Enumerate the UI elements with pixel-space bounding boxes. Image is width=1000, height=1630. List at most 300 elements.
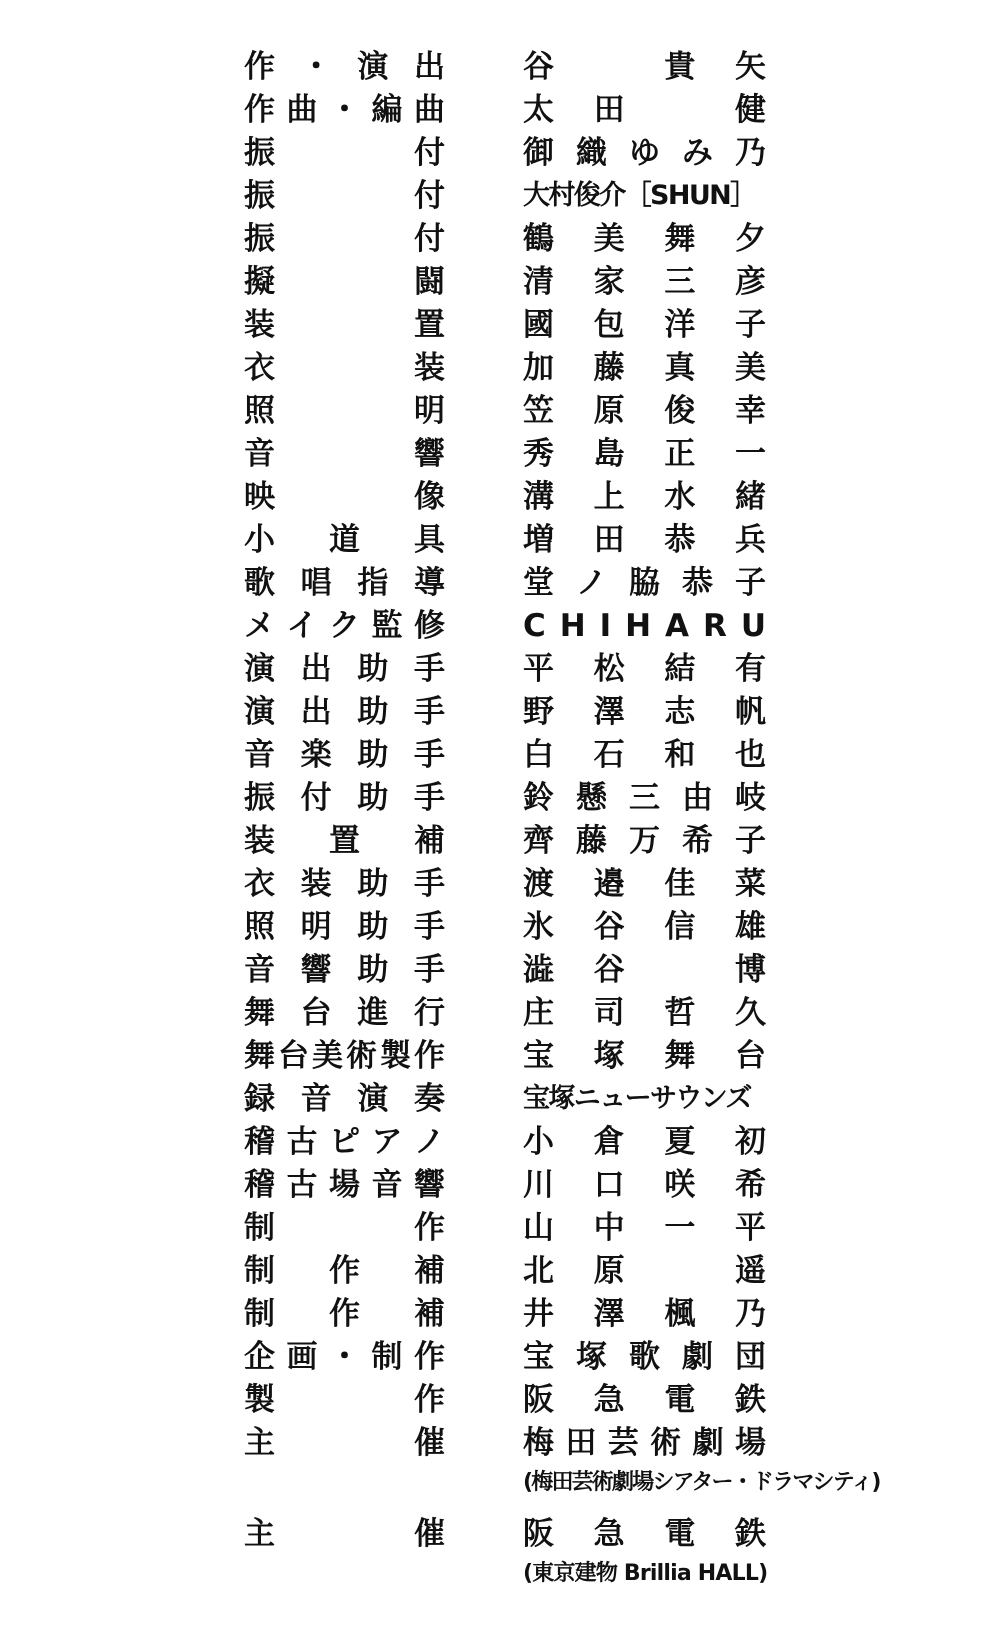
credit-char: 笠 <box>523 393 554 429</box>
credit-char: 補 <box>414 1296 445 1332</box>
credit-char: 台 <box>278 1038 309 1074</box>
credit-char: 太 <box>523 92 554 128</box>
credit-char: 闘 <box>414 264 445 300</box>
credit-char: 宝 <box>523 1038 554 1074</box>
credit-char: 哲 <box>664 995 696 1031</box>
credit-char: 手 <box>413 909 445 945</box>
credit-role <box>244 647 445 691</box>
credit-name <box>523 604 766 648</box>
credit-char: 主 <box>244 1516 275 1552</box>
credit-char: イ <box>286 608 318 644</box>
credit-char: 加 <box>523 350 554 386</box>
credit-role <box>244 346 445 390</box>
credit-name <box>523 389 766 433</box>
credit-char: 監 <box>371 608 403 644</box>
credit-char: 台 <box>734 1038 766 1074</box>
credit-char: 作 <box>414 1339 445 1375</box>
credit-char: 明 <box>300 909 332 945</box>
credit-role <box>244 1120 445 1164</box>
credit-char: 家 <box>593 264 625 300</box>
credit-char: A <box>665 608 690 644</box>
credit-char: 響 <box>414 1167 445 1203</box>
credit-char: 和 <box>664 737 696 773</box>
credit-role <box>244 991 445 1035</box>
credit-char: 平 <box>523 651 554 687</box>
credit-char: 田 <box>565 1425 597 1461</box>
credit-char: 岐 <box>735 780 766 816</box>
credit-char: 装 <box>300 866 332 902</box>
credit-char: 台 <box>300 995 332 1031</box>
credit-name <box>523 690 766 734</box>
credit-char: ノ <box>414 1124 445 1160</box>
credit-char: 久 <box>734 995 766 1031</box>
credit-char: 秀 <box>523 436 554 472</box>
credit-char: 出 <box>413 49 445 85</box>
credit-char: 振 <box>244 135 275 171</box>
credit-char: 電 <box>664 1516 696 1552</box>
credit-char: 古 <box>286 1167 318 1203</box>
credit-char: 三 <box>664 264 696 300</box>
credit-char: 梅 <box>523 1425 554 1461</box>
credit-char: 真 <box>664 350 696 386</box>
credit-char: 導 <box>413 565 445 601</box>
credit-role <box>244 1249 445 1293</box>
credit-role <box>244 1206 445 1250</box>
credit-char: 水 <box>664 479 696 515</box>
credit-char: 照 <box>244 909 275 945</box>
credit-char: 三 <box>629 780 660 816</box>
credit-char: 団 <box>735 1339 766 1375</box>
credit-char: 兵 <box>734 522 766 558</box>
credit-char: 楓 <box>664 1296 696 1332</box>
credit-char: 術 <box>346 1038 377 1074</box>
credit-char: 付 <box>414 221 445 257</box>
credit-char: 付 <box>300 780 332 816</box>
credit-char: 歌 <box>629 1339 660 1375</box>
credit-role <box>244 1034 445 1078</box>
credit-name <box>523 1120 766 1164</box>
credit-char: 演 <box>244 694 275 730</box>
credit-char: 歌 <box>244 565 275 601</box>
credit-role <box>244 1335 445 1379</box>
credit-char: 制 <box>371 1339 403 1375</box>
credit-char: 助 <box>357 909 389 945</box>
credit-char: 御 <box>523 135 554 171</box>
credit-char: 作 <box>244 49 275 85</box>
credit-role <box>244 260 445 304</box>
credit-role <box>244 45 445 89</box>
credit-char: 山 <box>523 1210 554 1246</box>
credit-char: ク <box>329 608 360 644</box>
credit-char: 島 <box>593 436 625 472</box>
credit-char: 鈴 <box>523 780 554 816</box>
credit-char: 道 <box>329 522 360 558</box>
credit-char: 乃 <box>735 135 766 171</box>
credit-char: 塚 <box>593 1038 625 1074</box>
credit-char: 谷 <box>523 49 554 85</box>
credit-name <box>523 948 766 992</box>
credit-role <box>244 948 445 992</box>
credit-char: 劇 <box>692 1425 724 1461</box>
credit-name <box>523 1335 766 1379</box>
credit-role <box>244 217 445 261</box>
credit-char: 渡 <box>523 866 554 902</box>
credit-role <box>244 303 445 347</box>
credit-char: 唱 <box>300 565 332 601</box>
credit-char: 助 <box>357 651 389 687</box>
credit-char: 映 <box>244 479 275 515</box>
credit-role <box>244 518 445 562</box>
credit-char: 堂 <box>523 565 554 601</box>
credit-char: み <box>682 135 713 171</box>
credit-char: 急 <box>593 1516 625 1552</box>
credit-char: U <box>740 608 766 644</box>
credit-char: 鉄 <box>734 1382 766 1418</box>
credit-role <box>244 174 445 218</box>
credit-char: ゆ <box>629 135 660 171</box>
credit-char: 藤 <box>576 823 607 859</box>
credit-char: 装 <box>244 307 275 343</box>
credit-char: 溝 <box>523 479 554 515</box>
credit-char: 矢 <box>734 49 766 85</box>
credit-char: 倉 <box>593 1124 625 1160</box>
credit-char: 置 <box>329 823 360 859</box>
credit-char: 川 <box>523 1167 554 1203</box>
credit-char: 夏 <box>664 1124 696 1160</box>
credit-char: 作 <box>414 1038 445 1074</box>
credit-char: 松 <box>593 651 625 687</box>
credit-char: 原 <box>593 393 625 429</box>
credit-char: 邉 <box>593 866 625 902</box>
credit-char: 催 <box>414 1516 445 1552</box>
credit-name <box>523 991 766 1035</box>
credit-char: 美 <box>312 1038 343 1074</box>
credit-char: 乃 <box>734 1296 766 1332</box>
credit-char: 希 <box>682 823 713 859</box>
credit-role <box>244 561 445 605</box>
credit-char: 希 <box>734 1167 766 1203</box>
credit-char: 修 <box>414 608 445 644</box>
credit-char: 帆 <box>734 694 766 730</box>
credit-char: 包 <box>593 307 625 343</box>
credit-char: 庄 <box>523 995 554 1031</box>
credit-name <box>523 217 766 261</box>
credit-char: 奏 <box>413 1081 445 1117</box>
credit-char: 小 <box>523 1124 554 1160</box>
credit-name <box>523 131 766 175</box>
credit-char: 井 <box>523 1296 554 1332</box>
credit-char: 手 <box>413 952 445 988</box>
credit-char: 子 <box>734 307 766 343</box>
credit-name <box>523 1378 766 1422</box>
credit-char: 子 <box>735 823 766 859</box>
credit-char: 企 <box>244 1339 275 1375</box>
credit-char: 作 <box>414 1210 445 1246</box>
credit-name <box>523 432 766 476</box>
credit-name <box>523 1034 766 1078</box>
credit-char: 口 <box>593 1167 625 1203</box>
credit-char: I <box>599 608 612 644</box>
credit-char: 遥 <box>734 1253 766 1289</box>
credit-char: H <box>625 608 652 644</box>
credit-char: 制 <box>244 1253 275 1289</box>
credit-char: 有 <box>734 651 766 687</box>
credit-char: 作 <box>244 92 275 128</box>
credit-char: 舞 <box>244 1038 275 1074</box>
credit-role <box>244 1077 445 1121</box>
credit-char: 製 <box>244 1382 275 1418</box>
credit-char: 増 <box>523 522 554 558</box>
credit-char: 進 <box>357 995 389 1031</box>
credit-name <box>523 1421 766 1465</box>
credit-name <box>523 1512 766 1556</box>
credit-char: 術 <box>650 1425 682 1461</box>
credit-char: 場 <box>734 1425 766 1461</box>
credit-char: 緒 <box>734 479 766 515</box>
credit-char: 主 <box>244 1425 275 1461</box>
credit-name <box>523 905 766 949</box>
credit-char: 響 <box>300 952 332 988</box>
credit-char: H <box>559 608 586 644</box>
credit-char: 曲 <box>414 92 445 128</box>
credit-char: 齊 <box>523 823 554 859</box>
credit-char: C <box>523 608 546 644</box>
credit-char: 補 <box>414 823 445 859</box>
credit-char: 鉄 <box>734 1516 766 1552</box>
credit-char: 中 <box>593 1210 625 1246</box>
credit-char: ノ <box>576 565 607 601</box>
credit-name <box>523 88 766 132</box>
credit-char: 音 <box>244 737 275 773</box>
credit-char: 脇 <box>629 565 660 601</box>
venue-note: (東京建物 Brillia HALL) <box>523 1561 768 1586</box>
credit-char: 具 <box>414 522 445 558</box>
credit-char: 美 <box>734 350 766 386</box>
credit-char: 阪 <box>523 1382 554 1418</box>
credit-char: 澤 <box>593 1296 625 1332</box>
credit-char: 北 <box>523 1253 554 1289</box>
credit-char: 助 <box>357 952 389 988</box>
credit-char: 振 <box>244 221 275 257</box>
credit-char: 小 <box>244 522 275 558</box>
credit-char: 菜 <box>734 866 766 902</box>
credit-char: 澁 <box>523 952 554 988</box>
credit-char: 出 <box>300 694 332 730</box>
credit-char: 鶴 <box>523 221 554 257</box>
credit-char: 阪 <box>523 1516 554 1552</box>
credit-char: 付 <box>414 135 445 171</box>
credit-role <box>244 1292 445 1336</box>
credit-char: 助 <box>357 780 389 816</box>
credit-role <box>244 475 445 519</box>
credit-char: 野 <box>523 694 554 730</box>
credit-char: 國 <box>523 307 554 343</box>
credit-char: 古 <box>286 1124 318 1160</box>
credit-char: 夕 <box>734 221 766 257</box>
credit-char: 芸 <box>607 1425 639 1461</box>
credit-role <box>244 604 445 648</box>
credit-char: 恭 <box>682 565 713 601</box>
credit-char: 恭 <box>664 522 696 558</box>
credit-char: 衣 <box>244 350 275 386</box>
credit-char: 博 <box>734 952 766 988</box>
credit-role <box>244 819 445 863</box>
credit-char: ・ <box>329 92 360 128</box>
credit-char: 曲 <box>286 92 318 128</box>
credit-char: 録 <box>244 1081 275 1117</box>
credit-char: 正 <box>664 436 696 472</box>
credit-char: 画 <box>286 1339 318 1375</box>
credit-char: ・ <box>329 1339 360 1375</box>
credit-name <box>523 1249 766 1293</box>
credit-name <box>523 475 766 519</box>
credit-char: ピ <box>329 1124 360 1160</box>
credit-char: 手 <box>413 651 445 687</box>
venue-note: (梅田芸術劇場シアター・ドラマシティ) <box>523 1470 880 1495</box>
credit-name <box>523 346 766 390</box>
credit-char: 編 <box>371 92 403 128</box>
credit-char: 一 <box>734 436 766 472</box>
credit-char: R <box>702 608 727 644</box>
credit-char: 置 <box>414 307 445 343</box>
credit-char: 貴 <box>664 49 696 85</box>
credit-char: 志 <box>664 694 696 730</box>
credit-role <box>244 131 445 175</box>
credit-char: 装 <box>244 823 275 859</box>
credit-char: 美 <box>593 221 625 257</box>
credit-role <box>244 389 445 433</box>
credit-char: 咲 <box>664 1167 696 1203</box>
credit-role <box>244 1378 445 1422</box>
credit-name <box>523 260 766 304</box>
credit-char: 出 <box>300 651 332 687</box>
credit-char: ・ <box>300 49 332 85</box>
credit-name <box>523 1206 766 1250</box>
credit-char: 谷 <box>593 909 625 945</box>
credit-char: 田 <box>593 92 625 128</box>
credit-char: 田 <box>593 522 625 558</box>
credit-char: 手 <box>413 866 445 902</box>
credit-char: 谷 <box>593 952 625 988</box>
credit-char: 振 <box>244 780 275 816</box>
credit-char: 楽 <box>300 737 332 773</box>
credit-char: 司 <box>593 995 625 1031</box>
credit-char: 演 <box>357 1081 389 1117</box>
credit-role <box>244 776 445 820</box>
credit-char: 舞 <box>664 1038 696 1074</box>
credit-char: 也 <box>734 737 766 773</box>
credit-role <box>244 88 445 132</box>
credit-char: 手 <box>413 737 445 773</box>
credit-char: 行 <box>413 995 445 1031</box>
credit-char: メ <box>244 608 275 644</box>
credit-char: 手 <box>413 780 445 816</box>
credit-char: 雄 <box>734 909 766 945</box>
credit-role <box>244 432 445 476</box>
credit-char: 澤 <box>593 694 625 730</box>
credit-char: 場 <box>329 1167 360 1203</box>
credit-role <box>244 1421 445 1465</box>
credit-char: 手 <box>413 694 445 730</box>
credit-char: 像 <box>414 479 445 515</box>
credit-char: 舞 <box>664 221 696 257</box>
credit-char: 懸 <box>576 780 607 816</box>
credit-char: 信 <box>664 909 696 945</box>
credit-char: 制 <box>244 1296 275 1332</box>
credit-role <box>244 1163 445 1207</box>
credit-role <box>244 862 445 906</box>
credit-char: 清 <box>523 264 554 300</box>
credit-char: 衣 <box>244 866 275 902</box>
credit-name <box>523 518 766 562</box>
credit-char: 健 <box>734 92 766 128</box>
credit-char: 補 <box>414 1253 445 1289</box>
credit-name <box>523 776 766 820</box>
credit-char: 子 <box>735 565 766 601</box>
credit-char: 演 <box>244 651 275 687</box>
credit-char: 電 <box>664 1382 696 1418</box>
credit-name <box>523 45 766 89</box>
credit-char: 響 <box>414 436 445 472</box>
credit-char: 音 <box>244 952 275 988</box>
credit-char: 宝 <box>523 1339 554 1375</box>
credit-char: 由 <box>682 780 713 816</box>
credit-char: 稽 <box>244 1124 275 1160</box>
credit-char: 幸 <box>734 393 766 429</box>
credit-name <box>523 1163 766 1207</box>
credit-name: 大村俊介［SHUN］ <box>523 180 756 211</box>
credit-char: 劇 <box>682 1339 713 1375</box>
credit-char: 装 <box>414 350 445 386</box>
credit-char: 俊 <box>664 393 696 429</box>
credit-char: 氷 <box>523 909 554 945</box>
credit-char: 万 <box>629 823 660 859</box>
credit-char: 上 <box>593 479 625 515</box>
credit-name <box>523 561 766 605</box>
credit-char: 石 <box>593 737 625 773</box>
credit-char: 藤 <box>593 350 625 386</box>
credit-char: 演 <box>357 49 389 85</box>
credit-char: 織 <box>576 135 607 171</box>
credit-name: 宝塚ニューサウンズ <box>523 1083 751 1114</box>
credit-char: 原 <box>593 1253 625 1289</box>
credit-char: 振 <box>244 178 275 214</box>
credit-char: 音 <box>371 1167 403 1203</box>
credit-char: 付 <box>414 178 445 214</box>
credit-role <box>244 690 445 734</box>
credit-char: 明 <box>414 393 445 429</box>
credit-char: 洋 <box>664 307 696 343</box>
credit-name <box>523 819 766 863</box>
credit-char: 一 <box>664 1210 696 1246</box>
credit-char: 音 <box>244 436 275 472</box>
credit-char: 稽 <box>244 1167 275 1203</box>
credit-role <box>244 733 445 777</box>
credit-char: 助 <box>357 866 389 902</box>
credit-char: 助 <box>357 694 389 730</box>
credit-char: 作 <box>414 1382 445 1418</box>
credit-role <box>244 1512 445 1556</box>
credit-name <box>523 1292 766 1336</box>
credit-char: 初 <box>734 1124 766 1160</box>
credit-char: 照 <box>244 393 275 429</box>
credit-char: 急 <box>593 1382 625 1418</box>
credit-role <box>244 905 445 949</box>
credit-char: 塚 <box>576 1339 607 1375</box>
credit-char: 結 <box>664 651 696 687</box>
credit-char: 彦 <box>734 264 766 300</box>
credit-name <box>523 733 766 777</box>
